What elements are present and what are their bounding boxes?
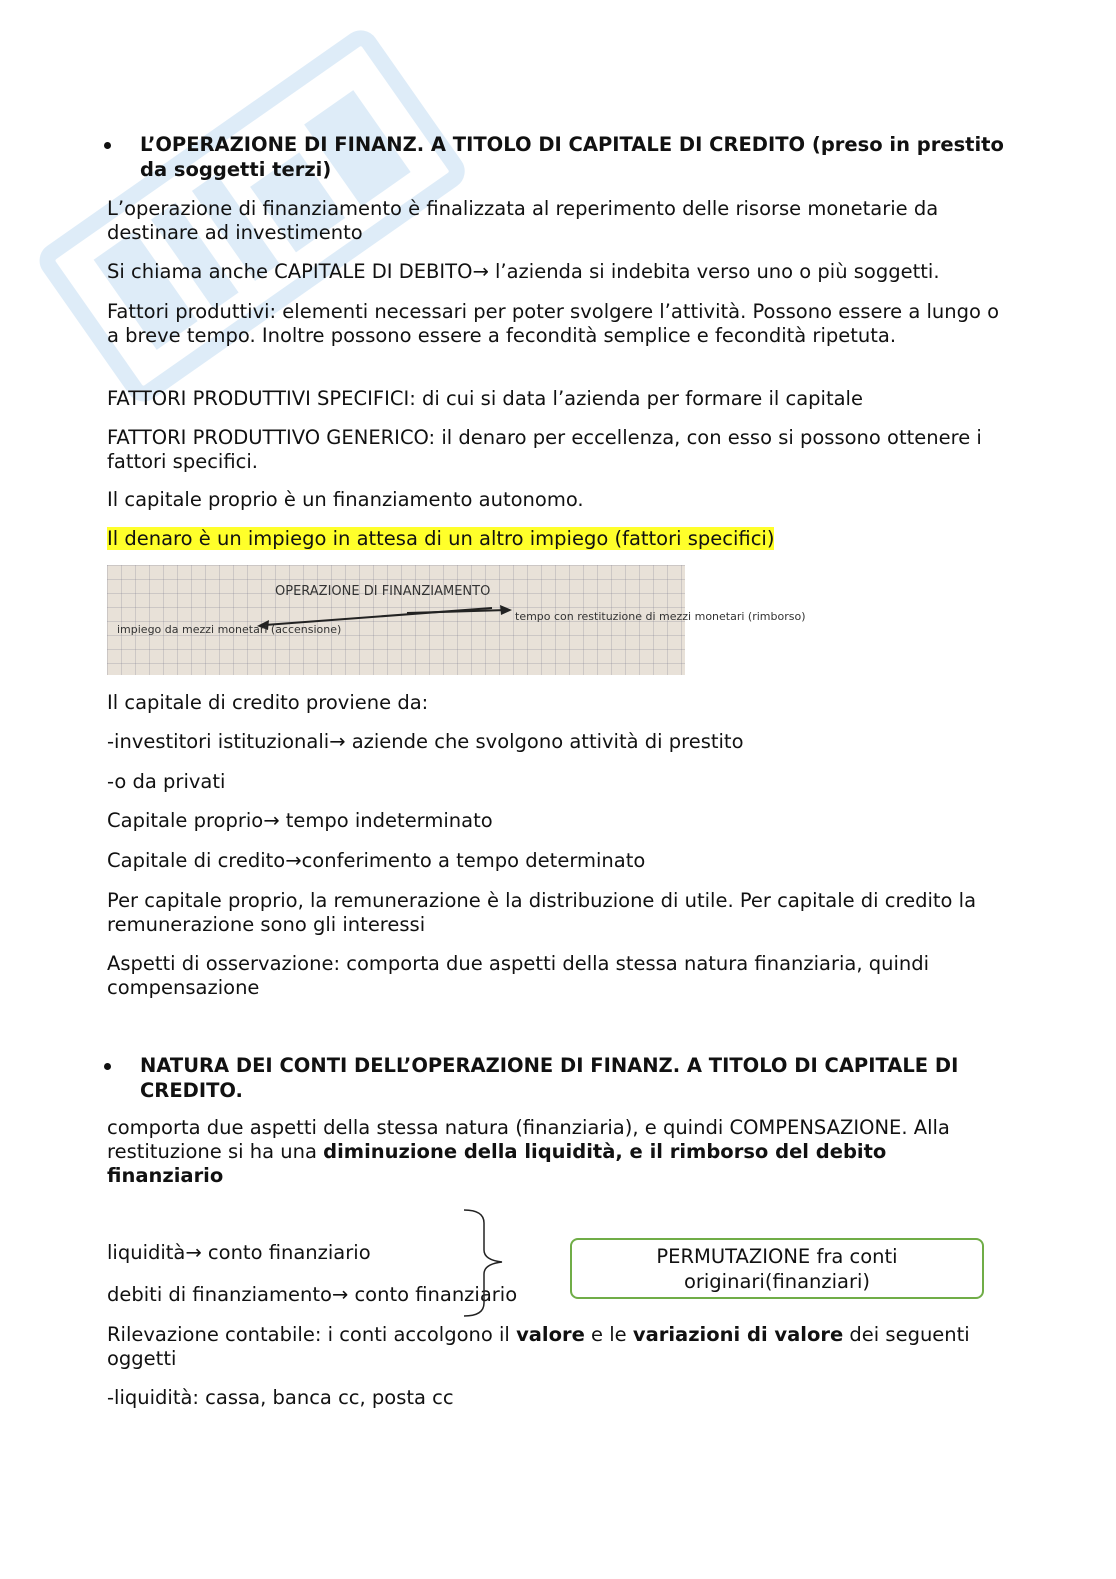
paragraph: -o da privati bbox=[107, 770, 226, 793]
section1-heading: L’OPERAZIONE DI FINANZ. A TITOLO DI CAPITALE DI CREDITO (preso in prestito da soggetti terzi) bbox=[107, 132, 1007, 182]
paragraph: Il capitale di credito proviene da: bbox=[107, 691, 429, 714]
handwritten-sketch bbox=[107, 565, 806, 675]
paragraph: FATTORI PRODUTTIVO GENERICO: il denaro per eccellenza, con esso si possono ottenere i fattori specifici. bbox=[107, 426, 982, 473]
paragraph: -liquidità: cassa, banca cc, posta cc bbox=[107, 1386, 454, 1409]
paragraph: Per capitale proprio, la remunerazione è la distribuzione di utile. Per capitale di credito la remunerazione sono gli interessi bbox=[107, 889, 977, 936]
highlight-span: Il denaro è un impiego in attesa di un altro impiego (fattori specifici) bbox=[107, 527, 775, 550]
highlighted-paragraph bbox=[107, 527, 1007, 551]
paragraph: comporta due aspetti della stessa natura (finanziaria), e quindi COMPENSAZIONE. Alla restituzione si ha una diminuzione della liquidità, e il rimborso del debito finanziario bbox=[107, 1116, 950, 1187]
bullet-icon bbox=[104, 1063, 111, 1070]
photo-label-right: tempo con restituzione di mezzi monetari (rimborso) bbox=[515, 610, 806, 623]
permutazione-box: PERMUTAZIONE fra conti originari(finanziari) bbox=[570, 1238, 984, 1299]
list-item: debiti di finanziamento→ conto finanziario bbox=[107, 1283, 518, 1306]
paragraph: Rilevazione contabile: i conti accolgono il valore e le variazioni di valore dei seguenti oggetti bbox=[107, 1323, 970, 1370]
curly-brace-icon bbox=[462, 1208, 512, 1318]
section2-heading: NATURA DEI CONTI DELL’OPERAZIONE DI FINANZ. A TITOLO DI CAPITALE DI CREDITO. bbox=[107, 1053, 1007, 1103]
paragraph: Capitale di credito→conferimento a tempo determinato bbox=[107, 849, 646, 872]
paragraph: Si chiama anche CAPITALE DI DEBITO→ l’azienda si indebita verso uno o più soggetti. bbox=[107, 260, 940, 283]
paragraph: -investitori istituzionali→ aziende che svolgono attività di prestito bbox=[107, 730, 744, 753]
photo-label-top: OPERAZIONE DI FINANZIAMENTO bbox=[275, 584, 491, 599]
photo-label-left: impiego da mezzi monetari (accensione) bbox=[117, 623, 342, 636]
paragraph: Fattori produttivi: elementi necessari per poter svolgere l’attività. Possono essere a lungo o a breve tempo. Inoltre possono essere a fecondità semplice e fecondità ripetuta. bbox=[107, 300, 1000, 347]
paragraph: Aspetti di osservazione: comporta due aspetti della stessa natura finanziaria, quindi compensazione bbox=[107, 952, 930, 999]
paragraph: Il capitale proprio è un finanziamento autonomo. bbox=[107, 488, 584, 511]
handwritten-diagram-photo bbox=[107, 565, 806, 675]
list-item: liquidità→ conto finanziario bbox=[107, 1241, 371, 1264]
paragraph: FATTORI PRODUTTIVI SPECIFICI: di cui si data l’azienda per formare il capitale bbox=[107, 387, 863, 410]
paragraph: L’operazione di finanziamento è finalizzata al reperimento delle risorse monetarie da destinare ad investimento bbox=[107, 197, 939, 244]
paragraph: Capitale proprio→ tempo indeterminato bbox=[107, 809, 493, 832]
bullet-icon bbox=[104, 142, 111, 149]
